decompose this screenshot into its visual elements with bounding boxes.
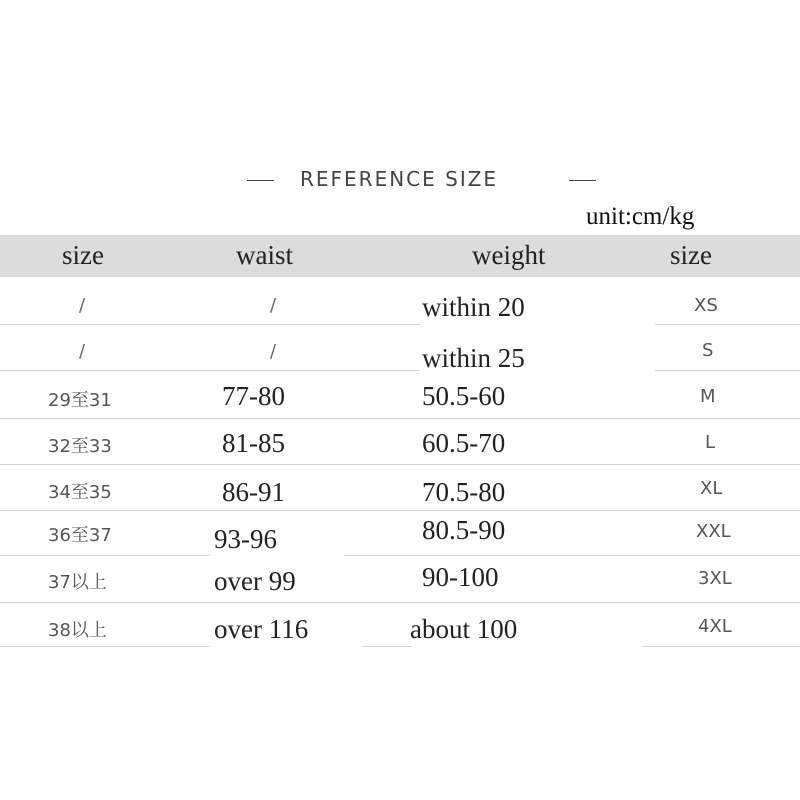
page-title: REFERENCE SIZE <box>300 167 499 191</box>
row-7-size: 37以上 <box>48 572 107 593</box>
row-5-waist: 86-91 <box>222 477 285 507</box>
header-waist: waist <box>236 240 293 270</box>
row-4-waist: 81-85 <box>222 428 285 458</box>
row-7-divider <box>0 602 800 603</box>
row-3-waist: 77-80 <box>222 381 285 411</box>
row-8-divider <box>0 646 210 647</box>
row-6-divider <box>0 555 210 556</box>
row-4-weight: 60.5-70 <box>422 428 506 458</box>
row-1-divider <box>0 324 420 325</box>
unit-label: unit:cm/kg <box>586 203 695 230</box>
row-6-divider-right <box>345 555 800 556</box>
header-size-letter: size <box>670 240 712 270</box>
title-divider-right <box>569 180 596 181</box>
header-size: size <box>62 240 104 270</box>
row-3-size: 29至31 <box>48 390 112 411</box>
row-8-waist: over 116 <box>214 614 309 644</box>
row-5-divider <box>0 510 800 511</box>
row-6-waist: 93-96 <box>214 524 277 554</box>
title-block <box>0 163 800 197</box>
row-1-size-letter: XS <box>694 295 718 316</box>
row-2-size: / <box>79 341 86 362</box>
row-5-size-letter: XL <box>700 478 723 499</box>
row-3-size-letter: M <box>700 386 716 407</box>
row-2-divider <box>0 370 420 371</box>
row-2-waist: / <box>270 341 277 362</box>
row-1-size: / <box>79 295 86 316</box>
row-5-weight: 70.5-80 <box>422 477 506 507</box>
row-6-size-letter: XXL <box>696 521 731 542</box>
row-1-divider-right <box>655 324 800 325</box>
row-8-size-letter: 4XL <box>698 616 732 637</box>
header-weight: weight <box>472 240 546 270</box>
row-8-size: 38以上 <box>48 620 107 641</box>
row-4-divider <box>0 464 800 465</box>
row-2-size-letter: S <box>702 340 714 361</box>
row-7-waist: over 99 <box>214 566 296 596</box>
row-2-weight: within 25 <box>422 343 525 373</box>
row-3-weight: 50.5-60 <box>422 381 506 411</box>
title-divider-left <box>247 180 274 181</box>
row-5-size: 34至35 <box>48 482 112 503</box>
row-2-divider-right <box>655 370 800 371</box>
row-8-weight: about 100 <box>410 614 518 644</box>
row-6-weight: 80.5-90 <box>422 515 506 545</box>
row-6-size: 36至37 <box>48 525 112 546</box>
row-4-size: 32至33 <box>48 436 112 457</box>
row-1-waist: / <box>270 295 277 316</box>
row-8-divider-mid <box>362 646 412 647</box>
row-7-weight: 90-100 <box>422 562 499 592</box>
row-1-weight: within 20 <box>422 292 525 322</box>
row-8-divider-right <box>642 646 800 647</box>
row-3-divider <box>0 418 800 419</box>
row-7-size-letter: 3XL <box>698 568 732 589</box>
row-4-size-letter: L <box>705 432 716 453</box>
